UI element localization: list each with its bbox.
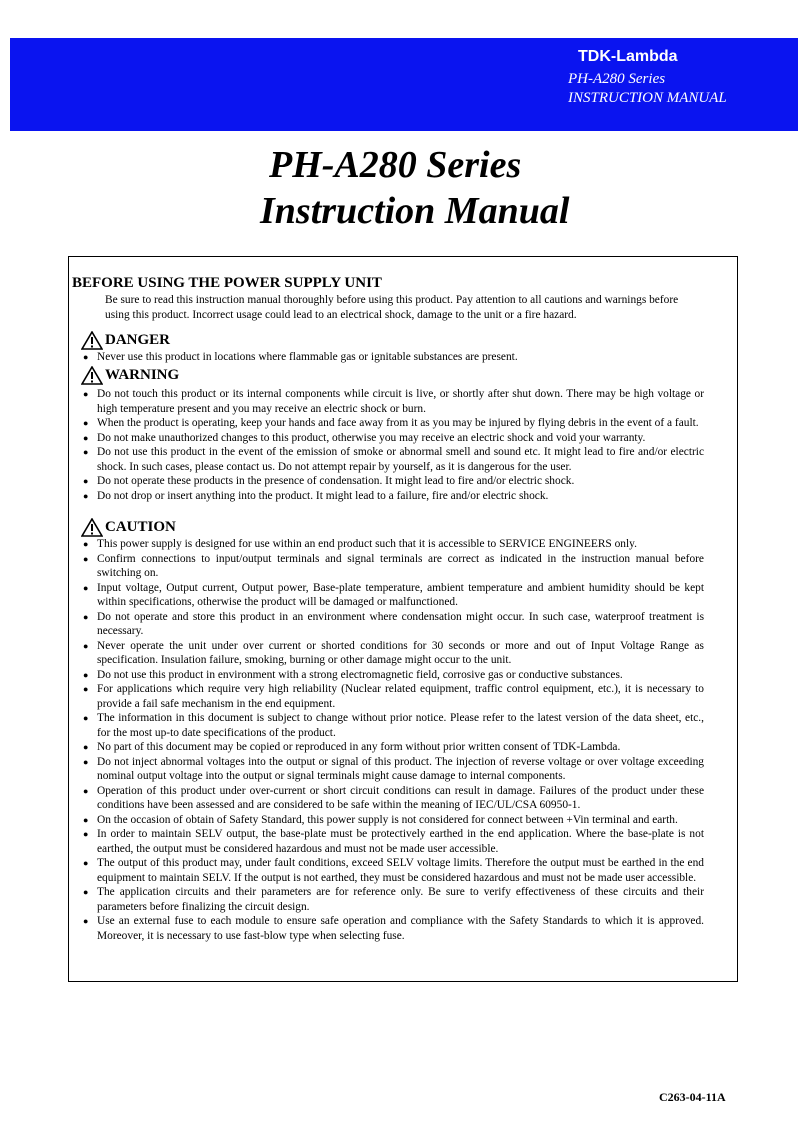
- warning-item-text: Do not make unauthorized changes to this product, otherwise you may receive an electric shock and void your warranty.: [97, 431, 646, 444]
- caution-item: [82, 784, 704, 813]
- page-title-line1: PH-A280 Series: [269, 144, 522, 186]
- warning-item: [82, 474, 704, 489]
- caution-item-text: Do not use this product in environment with a strong electromagnetic field, corrosive gas or conductive substances.: [97, 668, 623, 681]
- caution-item-text: Use an external fuse to each module to ensure safe operation and compliance with the Safety Standards to which it is approved. Moreover, it is necessary to use fast-blow type when selecting fuse.: [97, 915, 704, 942]
- danger-list: [82, 350, 704, 365]
- caution-item-text: Do not operate and store this product in an environment where condensation might occur. In such case, waterproof treatment is necessary.: [97, 610, 704, 637]
- bullet-icon: ●: [83, 742, 89, 752]
- caution-item: [82, 537, 704, 552]
- caution-item: [82, 552, 704, 581]
- page-title-line2: Instruction Manual: [260, 190, 570, 232]
- warning-item-text: When the product is operating, keep your hands and face away from it as you may be injured by flying debris in the event of a fault.: [97, 417, 699, 429]
- caution-item-text: Input voltage, Output current, Output power, Base-plate temperature, ambient temperature and ambient humidity should be kept within specifications, otherwise the product will be damaged or malfunctioned.: [97, 581, 704, 608]
- caution-item-text: The application circuits and their parameters are for reference only. Be sure to verify effectiveness of these circuits and their parameters before finalizing the circuit design.: [97, 886, 704, 913]
- caution-item: [82, 610, 704, 639]
- section-intro: Be sure to read this instruction manual thoroughly before using this product. Pay attention to all cautions and warnings before using this product. Incorrect usage could lead to an electrical shock, damage to the unit or a fire hazard.: [105, 294, 679, 321]
- warning-item: [82, 387, 704, 416]
- caution-item: [82, 827, 704, 856]
- warning-list: [82, 387, 704, 503]
- warning-item-text: Do not use this product in the event of the emission of smoke or abnormal smell and sound etc. It might lead to fire and/or electric shock. In such cases, please contact us. Do not attempt repair by yourself, as it is dangerous for the user.: [97, 446, 704, 473]
- bullet-icon: ●: [83, 447, 89, 457]
- caution-item: [82, 856, 704, 885]
- header-banner: [10, 38, 798, 131]
- warning-item: [82, 489, 704, 504]
- caution-item-text: For applications which require very high reliability (Nuclear related equipment, traffic control equipment, etc.), it is necessary to provide a fail safe mechanism in the end equipment.: [97, 683, 704, 710]
- danger-item: [82, 350, 704, 365]
- caution-item: [82, 682, 704, 711]
- brand-name: TDK-Lambda: [578, 48, 678, 65]
- bullet-icon: ●: [83, 916, 89, 926]
- caution-item: [82, 885, 704, 914]
- document-code: C263-04-11A: [659, 1090, 726, 1104]
- header-series: PH-A280 Series: [568, 71, 666, 87]
- bullet-icon: ●: [83, 669, 89, 680]
- bullet-icon: ●: [83, 582, 89, 593]
- caution-list: [82, 537, 704, 943]
- bullet-icon: ●: [83, 432, 89, 443]
- warning-triangle-icon: [81, 331, 103, 350]
- bullet-icon: ●: [83, 887, 89, 897]
- caution-item-text: The output of this product may, under fault conditions, exceed SELV voltage limits. Therefore the output must be earthed in the end equipment to maintain SELV. If the output is not earthed, they must be considered hazardous and must not be made user accessible.: [97, 857, 704, 884]
- header-manual: INSTRUCTION MANUAL: [568, 90, 727, 106]
- warning-item: [82, 445, 704, 474]
- caution-item-text: No part of this document may be copied or reproduced in any form without prior written consent of TDK-Lambda.: [97, 741, 621, 753]
- bullet-icon: ●: [83, 611, 89, 622]
- caution-item: [82, 711, 704, 740]
- warning-item-text: Do not touch this product or its internal components while circuit is live, or shortly after shut down. There may be high voltage or high temperature present and you may receive an electric shock or burn.: [97, 388, 704, 415]
- caution-heading: [81, 518, 176, 537]
- warning-item: [82, 431, 704, 446]
- danger-label: DANGER: [105, 332, 171, 348]
- warning-triangle-icon: [81, 366, 103, 385]
- bullet-icon: ●: [83, 829, 89, 839]
- caution-label: CAUTION: [105, 519, 176, 535]
- caution-item-text: Do not inject abnormal voltages into the output or signal of this product. The injection of reverse voltage or over voltage exceeding nominal output voltage into the output or signal terminals might cause damage to internal components.: [97, 755, 704, 782]
- warning-label: WARNING: [105, 367, 180, 383]
- caution-item: [82, 668, 704, 683]
- caution-item-text: The information in this document is subject to change without prior notice. Please refer to the latest version of the data sheet, etc., for the most up-to date specifications of the product.: [97, 712, 704, 739]
- caution-item: [82, 740, 704, 755]
- bullet-icon: ●: [83, 389, 89, 399]
- caution-item-text: Never operate the unit under over current or shorted conditions for 30 seconds or more and out of Input Voltage Range as specification. Insulation failure, smoking, burning or other damage might occur to the unit.: [97, 639, 704, 666]
- caution-item-text: Operation of this product under over-current or short circuit conditions can result in damage. Failures of the product under these conditions have been assessed and are considered to be safe within the meaning of IEC/UL/CSA 60950-1.: [97, 784, 704, 811]
- caution-item-text: Confirm connections to input/output terminals and signal terminals are correct as indicated in the instruction manual before switching on.: [97, 552, 704, 579]
- bullet-icon: ●: [83, 684, 89, 694]
- bullet-icon: ●: [83, 640, 89, 651]
- warning-heading: [81, 366, 179, 385]
- caution-item: [82, 755, 704, 784]
- warning-item-text: Do not operate these products in the presence of condensation. It might lead to fire and/or electric shock.: [97, 475, 575, 487]
- danger-item-text: Never use this product in locations where flammable gas or ignitable substances are present.: [97, 351, 518, 363]
- bullet-icon: ●: [83, 490, 89, 501]
- danger-heading: [81, 331, 170, 350]
- caution-item: [82, 914, 704, 943]
- bullet-icon: ●: [83, 476, 89, 486]
- bullet-icon: ●: [83, 756, 89, 767]
- caution-item: [82, 639, 704, 668]
- safety-notice-box: [68, 256, 738, 982]
- caution-item: [82, 581, 704, 610]
- bullet-icon: ●: [83, 858, 89, 868]
- warning-item: [82, 416, 704, 431]
- bullet-icon: ●: [83, 418, 89, 428]
- caution-item-text: In order to maintain SELV output, the base-plate must be protectively earthed in the end application. Where the base-plate is not earthed, the output must be considered hazardous and must not be made user accessible.: [97, 828, 704, 855]
- caution-item-text: This power supply is designed for use within an end product such that it is accessible to SERVICE ENGINEERS only.: [97, 538, 637, 550]
- bullet-icon: ●: [83, 713, 89, 723]
- bullet-icon: ●: [83, 553, 89, 564]
- bullet-icon: ●: [83, 352, 89, 362]
- warning-item-text: Do not drop or insert anything into the product. It might lead to a failure, fire and/or electric shock.: [97, 489, 549, 502]
- bullet-icon: ●: [83, 814, 89, 825]
- bullet-icon: ●: [83, 785, 89, 796]
- bullet-icon: ●: [83, 539, 89, 549]
- caution-item: [82, 813, 704, 828]
- section-title: BEFORE USING THE POWER SUPPLY UNIT: [72, 275, 382, 291]
- caution-item-text: On the occasion of obtain of Safety Standard, this power supply is not considered for connect between +Vin terminal and earth.: [97, 813, 678, 826]
- warning-triangle-icon: [81, 518, 103, 537]
